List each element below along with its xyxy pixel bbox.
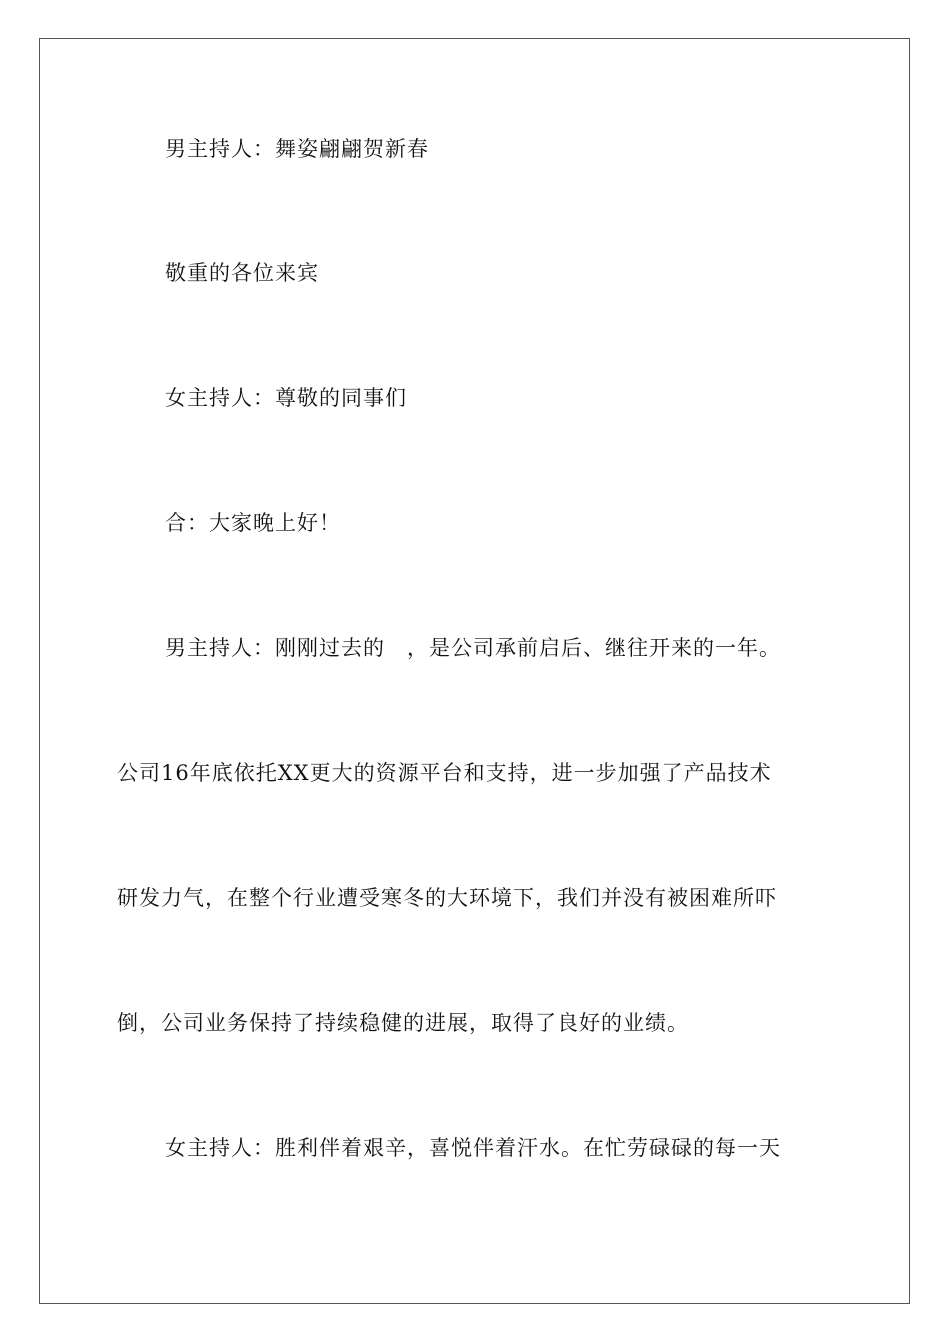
page-border — [39, 38, 910, 1304]
paragraph-together-greeting: 合：大家晚上好！ — [165, 511, 341, 535]
paragraph-greeting-guests: 敬重的各位来宾 — [165, 261, 319, 285]
paragraph-review-line-3: 研发力气，在整个行业遭受寒冬的大环境下，我们并没有被困难所吓 — [117, 886, 777, 910]
paragraph-male-host-title: 男主持人：舞姿翩翩贺新春 — [165, 137, 429, 161]
paragraph-male-host-review: 男主持人：刚刚过去的 ，是公司承前启后、继往开来的一年。 — [165, 636, 781, 660]
paragraph-female-host-victory: 女主持人：胜利伴着艰辛，喜悦伴着汗水。在忙劳碌碌的每一天 — [165, 1136, 781, 1160]
paragraph-female-host-greeting: 女主持人：尊敬的同事们 — [165, 386, 407, 410]
paragraph-review-line-4: 倒，公司业务保持了持续稳健的进展，取得了良好的业绩。 — [117, 1011, 689, 1035]
paragraph-review-line-2: 公司16年底依托XX更大的资源平台和支持，进一步加强了产品技术 — [117, 761, 772, 785]
